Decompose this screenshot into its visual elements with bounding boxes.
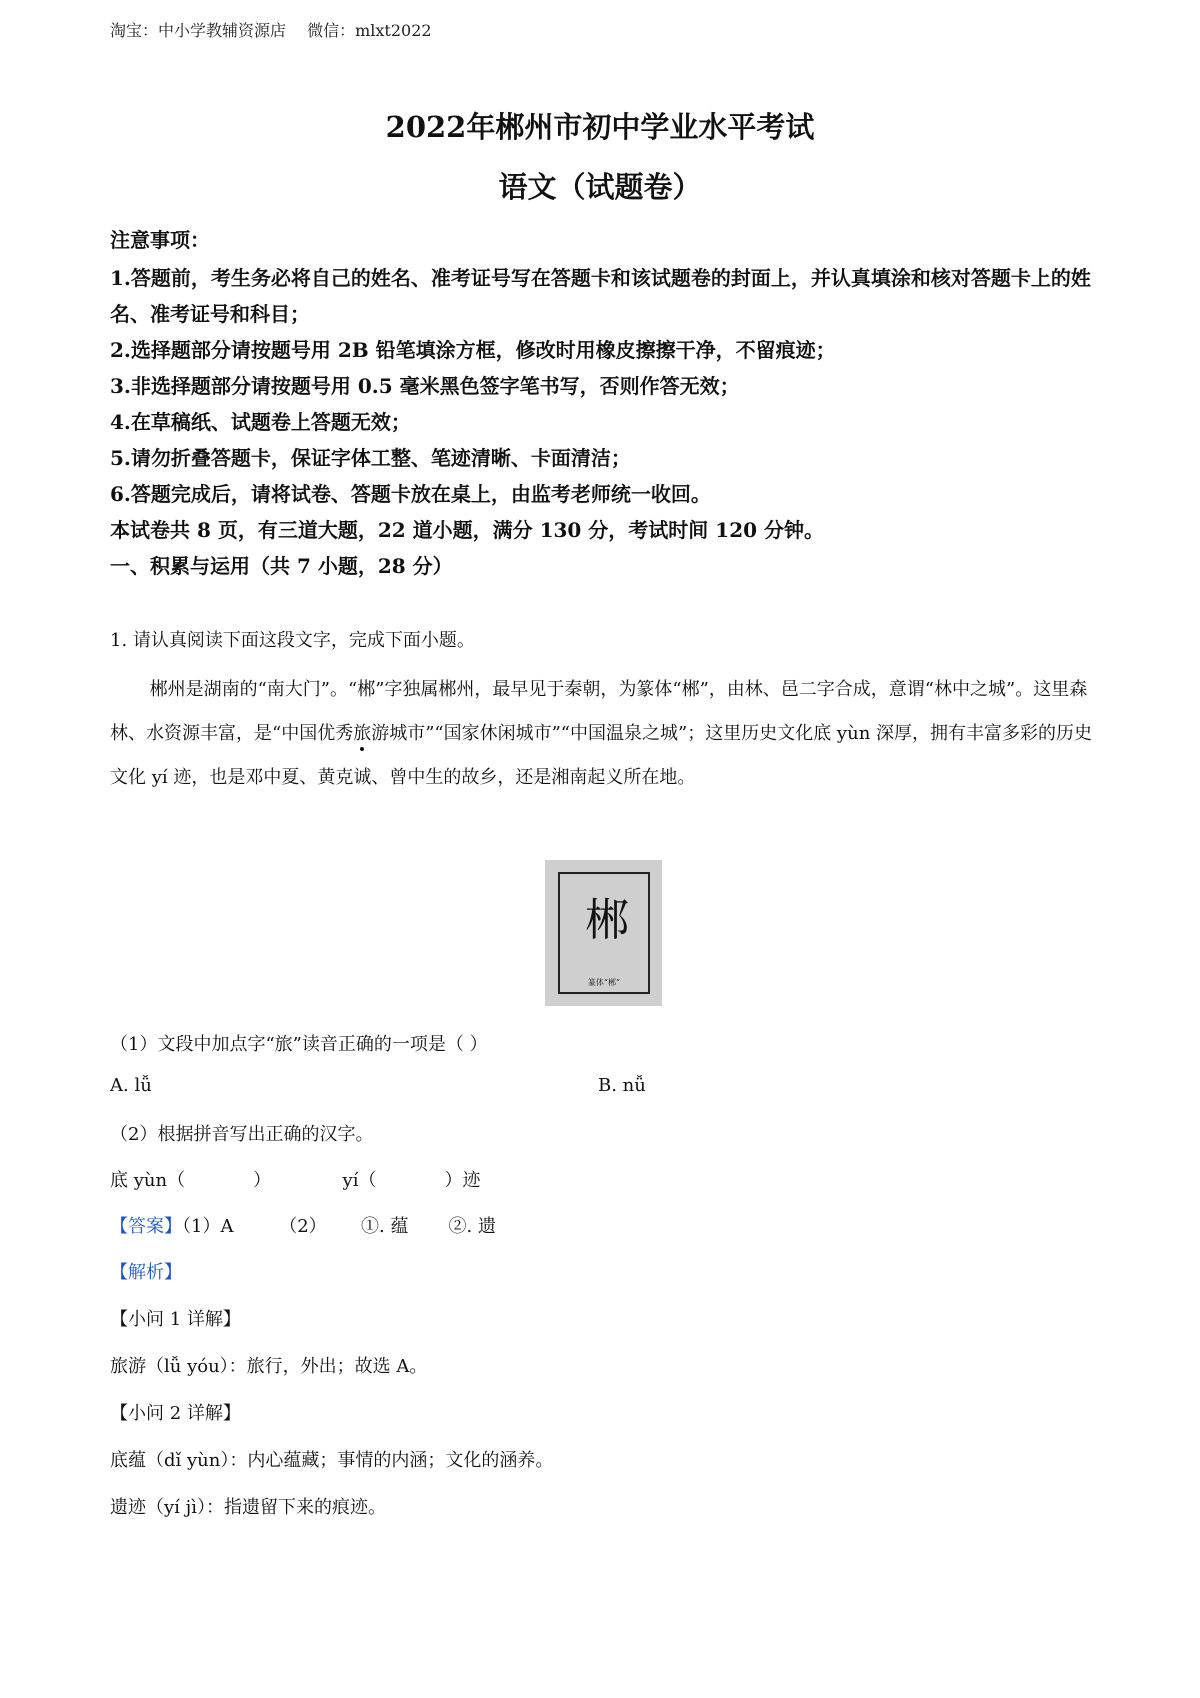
option-b: B. nǚ — [598, 1075, 646, 1096]
passage-text: 游城市”“国家休闲城市”“中国温泉之城”；这里历史文化底 yùn 深厚，拥有丰富多彩的历史文化 yí 迹，也是邓中夏、黄克诚、曾中生的故乡，还是湘南起义所在地。 — [110, 723, 1093, 788]
notice-block — [110, 222, 1100, 584]
answer-tag: 【答案】 — [110, 1216, 182, 1237]
notice-item: 3.非选择题部分请按题号用 0.5 毫米黑色签字笔书写，否则作答无效； — [110, 374, 740, 398]
notice-item: 5.请勿折叠答题卡，保证字体工整、笔迹清晰、卡面清洁； — [110, 446, 631, 470]
fill-a-prefix: 底 yùn（ — [110, 1170, 186, 1191]
section-heading: 一、积累与运用（共 7 小题，28 分） — [110, 554, 453, 578]
seal-caption: 篆体“郴” — [587, 978, 621, 987]
fill-in-line — [110, 1166, 480, 1192]
reading-passage — [110, 668, 1100, 800]
detail-1-heading: 【小问 1 详解】 — [110, 1309, 241, 1330]
answer-line — [110, 1212, 496, 1238]
wechat-label: 微信：mlxt2022 — [307, 21, 432, 40]
passage-text: 郴州是湖南的“南大门”。“郴”字独属郴州，最早见于秦朝，为篆体“郴”，由林、邑二字合成，意谓“林中之城”。这里森林、水资源丰富，是“中国优秀 — [110, 679, 1088, 744]
exam-summary: 本试卷共 8 页，有三道大题，22 道小题，满分 130 分，考试时间 120 分钟。 — [110, 518, 824, 542]
seal-script-image — [545, 860, 662, 1006]
notice-heading: 注意事项： — [110, 228, 210, 252]
analysis-tag: 【解析】 — [110, 1262, 182, 1283]
shop-label: 淘宝：中小学教辅资源店 — [110, 21, 287, 40]
question-stem: 1. 请认真阅读下面这段文字，完成下面小题。 — [110, 630, 475, 651]
fill-b-suffix: ）迹 — [444, 1170, 481, 1191]
detail-2-text: 遗迹（yí jì）：指遗留下来的痕迹。 — [110, 1497, 386, 1518]
detail-2-heading: 【小问 2 详解】 — [110, 1403, 241, 1424]
exam-subtitle: 语文（试题卷） — [498, 170, 702, 204]
notice-item: 1.答题前，考生务必将自己的姓名、准考证号写在答题卡和该试题卷的封面上，并认真填涂和核对答题卡上的姓名、准考证号和科目； — [110, 266, 1091, 326]
exam-title: 2022年郴州市初中学业水平考试 — [385, 110, 815, 144]
detail-1-text: 旅游（lǚ yóu）：旅行，外出；故选 A。 — [110, 1356, 428, 1377]
notice-item: 6.答题完成后，请将试卷、答题卡放在桌上，由监考老师统一收回。 — [110, 482, 711, 506]
detail-2-text: 底蕴（dǐ yùn）：内心蕴藏；事情的内涵；文化的涵养。 — [110, 1450, 554, 1471]
seal-glyph: 郴 — [585, 895, 623, 946]
notice-item: 2.选择题部分请按题号用 2B 铅笔填涂方框，修改时用橡皮擦擦干净，不留痕迹； — [110, 338, 836, 362]
subquestion-2: （2）根据拼音写出正确的汉字。 — [110, 1124, 374, 1145]
fill-b-prefix: yí（ — [342, 1170, 377, 1191]
header-note — [110, 18, 432, 41]
notice-item: 4.在草稿纸、试题卷上答题无效； — [110, 410, 411, 434]
fill-a-suffix: ） — [253, 1170, 272, 1191]
option-a: A. lǚ — [110, 1075, 152, 1096]
seal-frame — [558, 872, 650, 994]
subquestion-1: （1）文段中加点字“旅”读音正确的一项是（ ） — [110, 1034, 488, 1055]
dotted-character: 旅 — [353, 723, 372, 744]
answer-text: （1）A （2） ①. 蕴 ②. 遗 — [182, 1216, 496, 1237]
